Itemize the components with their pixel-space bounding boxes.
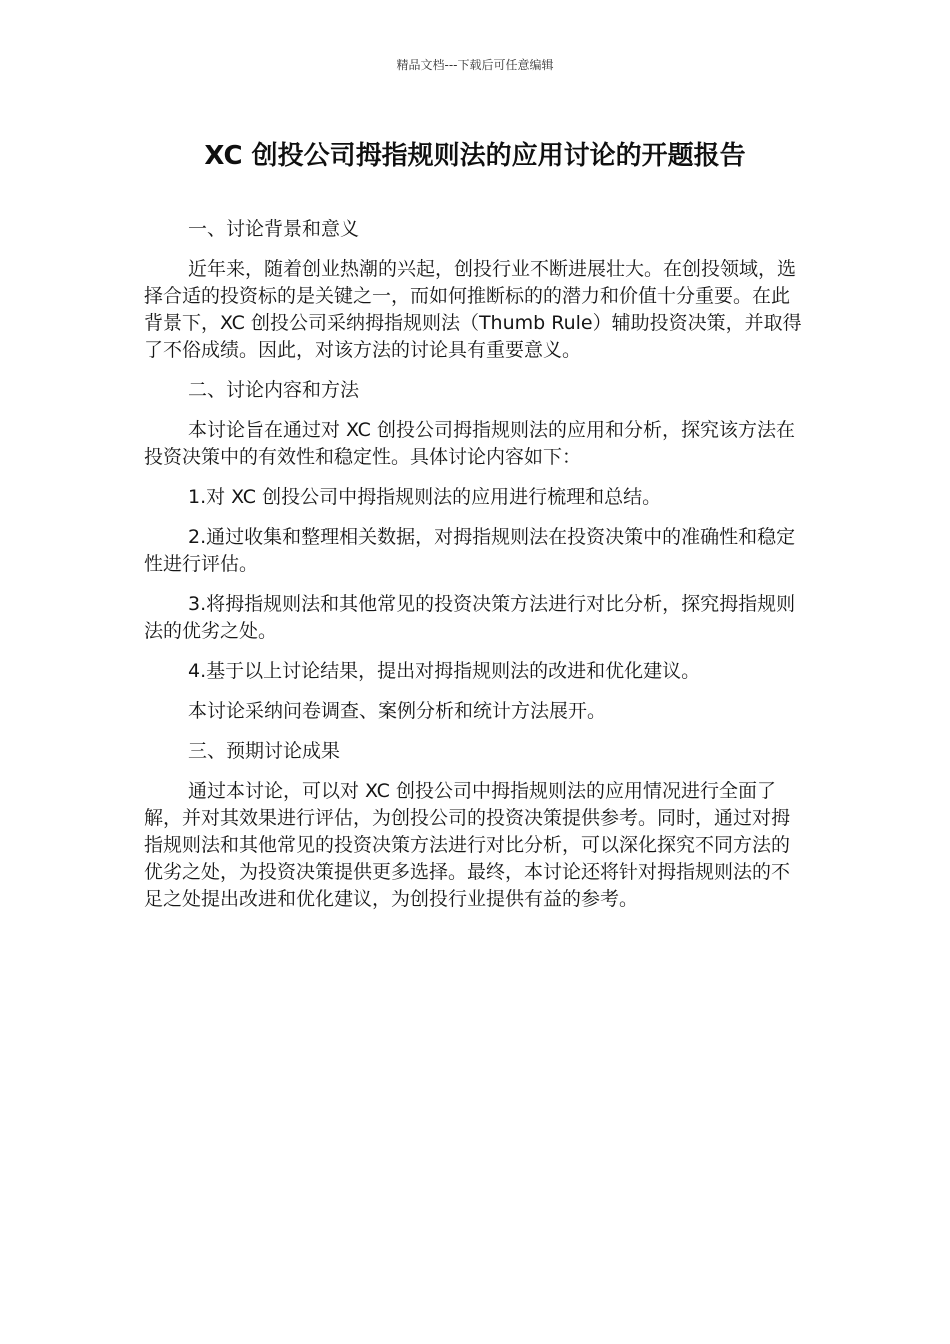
list-item: 4.基于以上讨论结果，提出对拇指规则法的改进和优化建议。 — [188, 660, 701, 682]
section-heading: 一、讨论背景和意义 — [188, 218, 360, 240]
list-item: 3.将拇指规则法和其他常见的投资决策方法进行对比分析，探究拇指规则法的优劣之处。 — [144, 593, 796, 642]
section-expected-results — [144, 738, 808, 913]
list-item: 1.对 XC 创投公司中拇指规则法的应用进行梳理和总结。 — [188, 486, 662, 508]
paragraph: 近年来，随着创业热潮的兴起，创投行业不断进展壮大。在创投领域，选择合适的投资标的是关键之一，而如何推断标的的潜力和价值十分重要。在此背景下，XC 创投公司采纳拇指规则法（Thumb Rule）辅助投资决策，并取得了不俗成绩。因此，对该方法的讨论具有重要意义。 — [144, 258, 802, 361]
header-note: 精品文档---下载后可任意编辑 — [396, 58, 554, 72]
list-item: 2.通过收集和整理相关数据，对拇指规则法在投资决策中的准确性和稳定性进行评估。 — [144, 526, 796, 575]
section-heading: 二、讨论内容和方法 — [188, 379, 360, 401]
section-heading: 三、预期讨论成果 — [188, 740, 341, 762]
document-title: XC 创投公司拇指规则法的应用讨论的开题报告 — [204, 141, 746, 171]
paragraph: 本讨论旨在通过对 XC 创投公司拇指规则法的应用和分析，探究该方法在投资决策中的有效性和稳定性。具体讨论内容如下： — [144, 419, 795, 468]
paragraph: 本讨论采纳问卷调查、案例分析和统计方法展开。 — [188, 700, 607, 722]
section-background — [144, 216, 808, 364]
document-body — [144, 216, 808, 926]
section-content-methods — [144, 377, 808, 725]
paragraph: 通过本讨论，可以对 XC 创投公司中拇指规则法的应用情况进行全面了解，并对其效果进行评估，为创投公司的投资决策提供参考。同时，通过对拇指规则法和其他常见的投资决策方法进行对比分析，可以深化探究不同方法的优劣之处，为投资决策提供更多选择。最终，本讨论还将针对拇指规则法的不足之处提出改进和优化建议，为创投行业提供有益的参考。 — [144, 780, 791, 910]
